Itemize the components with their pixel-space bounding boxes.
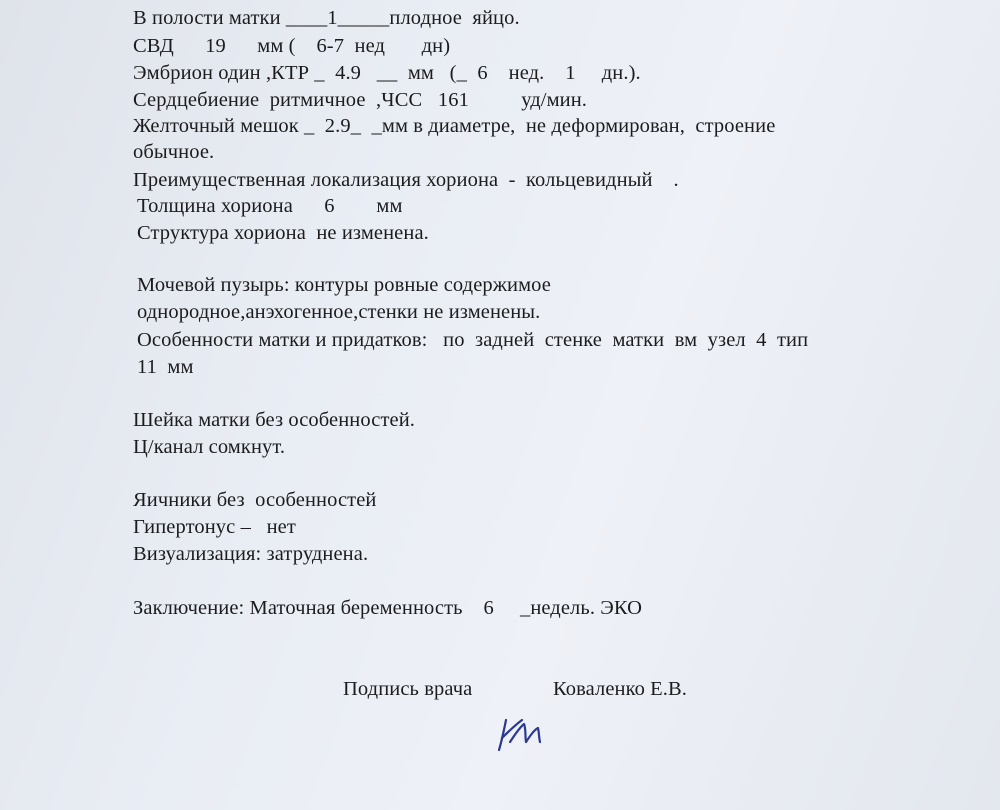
text-line: обычное. [133, 141, 215, 163]
text-line: Сердцебиение ритмичное ,ЧСС 161 уд/мин. [133, 89, 588, 111]
text-line: Гипертонус – нет [133, 516, 296, 538]
text-line: Особенности матки и придатков: по задней стенке матки вм узел 4 тип [137, 329, 809, 351]
text-line: В полости матки ____1_____плодное яйцо. [133, 7, 520, 29]
text-line: Желточный мешок _ 2.9_ _мм в диаметре, не деформирован, строение [133, 115, 776, 137]
text-line: Визуализация: затруднена. [133, 543, 369, 565]
conclusion-line: Заключение: Маточная беременность 6 _недель. ЭКО [133, 597, 643, 619]
text-line: 11 мм [137, 356, 194, 378]
text-line: Структура хориона не изменена. [137, 222, 429, 244]
text-line: Яичники без особенностей [133, 489, 377, 511]
doctor-name: Коваленко Е.В. [553, 678, 688, 700]
text-line: Толщина хориона 6 мм [137, 195, 403, 217]
text-line: Эмбрион один ,КТР _ 4.9 __ мм (_ 6 нед. 1 дн.). [133, 62, 641, 84]
text-line: Ц/канал сомкнут. [133, 436, 286, 458]
signature-label: Подпись врача [343, 678, 473, 700]
text-line: Преимущественная локализация хориона - кольцевидный . [133, 169, 679, 191]
text-line: Шейка матки без особенностей. [133, 409, 415, 431]
text-line: однородное,анэхогенное,стенки не изменены. [137, 301, 541, 323]
text-line: СВД 19 мм ( 6-7 нед дн) [133, 35, 451, 57]
handwritten-signature-icon [492, 712, 552, 756]
text-line: Мочевой пузырь: контуры ровные содержимое [137, 274, 551, 296]
